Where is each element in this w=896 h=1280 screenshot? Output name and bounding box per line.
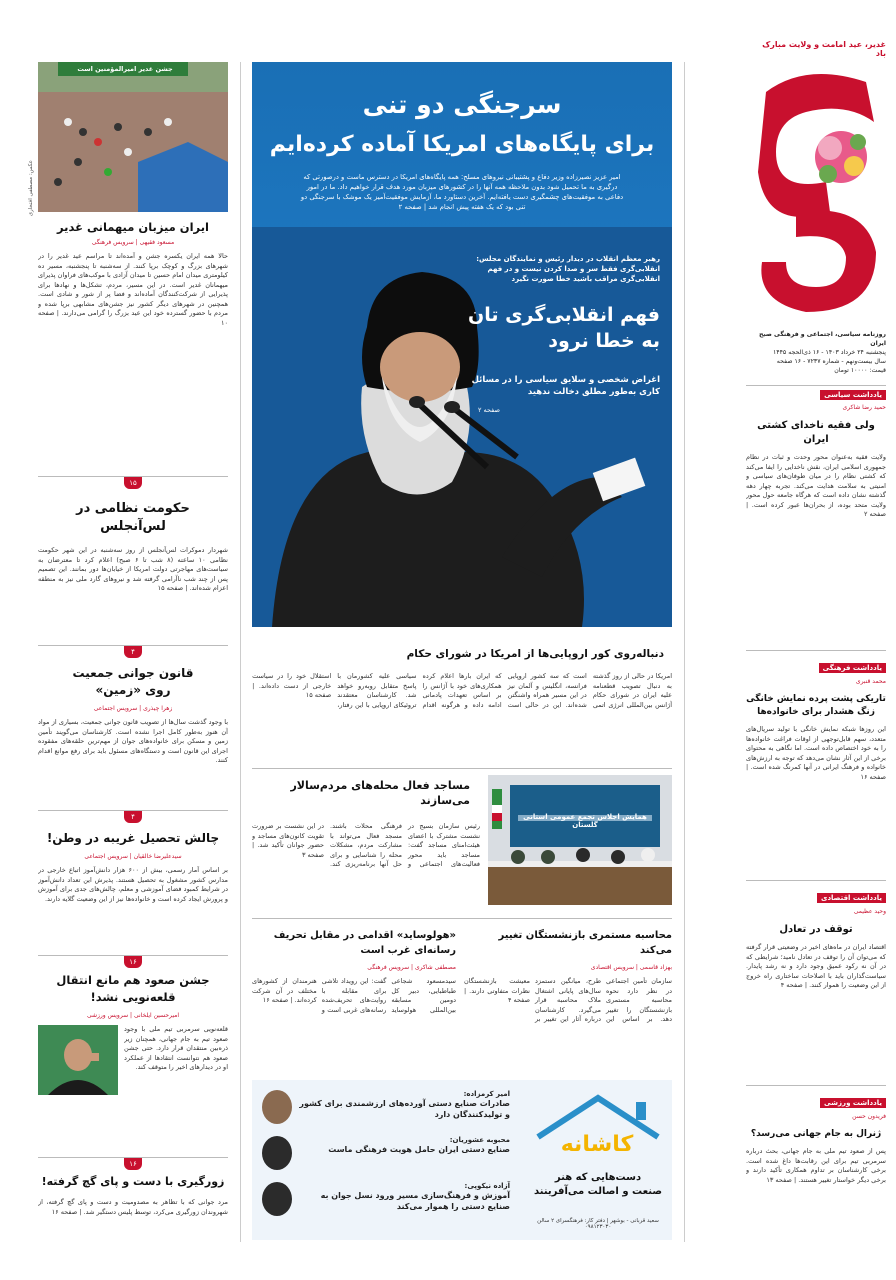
conference-photo [488, 775, 672, 905]
story-author: مسعود فقیهی | سرویس فرهنگی [91, 239, 175, 246]
story-title: «هولوساید» اقدامی در مقابل تحریف رسانه‌ای غرب است [273, 930, 456, 956]
note-cultural [746, 650, 886, 855]
conference-illustration [488, 775, 672, 905]
quote-name: امیر کرمزاده: [463, 1090, 510, 1098]
note-body: اقتصاد ایران در ماه‌های اخیر در وضعیتی قرار گرفته که می‌توان آن را توقف در تعادل نامید؛ شرایطی که در آن نه رکود عمیق وجود دارد و نه رشد پایدار. سیاست‌گذاران باید با اصلاحات ساختاری راه خروج از این وضعیت را هموار کنند. | صفحه ۴ [746, 943, 886, 989]
story-author: زهرا چیذری | سرویس اجتماعی [93, 705, 173, 712]
story-author: امیرحسین ایلخانی | سرویس ورزشی [86, 1012, 180, 1019]
portrait-illustration [252, 227, 672, 627]
crowd-illustration [38, 62, 228, 212]
info-line: قیمت: ۱۰۰۰۰ تومان [834, 367, 886, 374]
quote-text: صنایع دستی ایران حامل هویت فرهنگی ماست [328, 1145, 510, 1154]
note-title: ولی فقیه ناخدای کشتی ایران [757, 420, 875, 445]
story-title: محاسبه مستمری بازنشستگان تغییر می‌کند [498, 930, 672, 956]
story-body: مرد جوانی که با تظاهر به مصدومیت و دست و پای گچ گرفته، از شهروندان زورگیری می‌کرد، توسط پلیس دستگیر شد. | صفحه ۱۶ [38, 1198, 228, 1216]
story-ghadir [38, 220, 228, 462]
story-title: حکومت نظامی در لس‌آنجلس [76, 501, 190, 534]
masthead-info [746, 330, 886, 375]
kashaneh-ad [252, 1080, 672, 1240]
story-education [38, 830, 228, 942]
note-title: توقف در تعادل [779, 924, 853, 935]
ad-footer: سعید قربانی - بوشهر | دفتر کار: فرهنگسرای ۲ سالن ۰۹۸۱۲۳۰۳۰ [537, 1218, 659, 1230]
quote-text: صادرات صنایع دستی آورده‌های ارزشمندی برای کشور و تولیدکنندگان دارد [299, 1099, 510, 1119]
story-title: مساجد فعال محله‌های مردم‌سالار می‌سازند [290, 779, 470, 807]
avatar [262, 1136, 292, 1170]
story-robbery [38, 1174, 228, 1238]
story-title: چالش تحصیل غریبه در وطن! [46, 831, 220, 845]
story-author: سیدعلیرضا خالقیان | سرویس اجتماعی [84, 853, 182, 860]
hero-subhead: اغراض شخصی و سلایق سیاسی را در مسائل کاری به‌طور مطلق دخالت ندهید [471, 375, 660, 397]
story-holocide [252, 928, 456, 1055]
quote-text: آموزش و فرهنگ‌سازی مسیر ورود نسل جوان به صنایع دستی را هموار می‌کند [320, 1191, 510, 1211]
section-label: یادداشت ورزشی [820, 1098, 886, 1108]
note-title: تاریکی پشت پرده نمایش خانگی زنگ هشدار برای خانواده‌ها [746, 694, 886, 717]
story-body: سیدمسعود شجاعی طباطبایی، دبیر کل دومین مسابقه بین‌المللی هولوساید گفت: این رویداد تلاشی برای مقابله با روایت‌های تحریف‌شده رسانه‌های غربی است و هنرمندان از کشورهای مختلف در آن شرکت کرده‌اند. | صفحه ۱۶ [252, 977, 456, 1014]
note-author: محمد قنبری [855, 678, 886, 685]
note-political [746, 385, 886, 621]
note-body: ولایت فقیه به‌عنوان محور وحدت و ثبات در نظام جمهوری اسلامی ایران، نقش ناخدایی را ایفا می‌کند که کشتی نظام را در میان طوفان‌های سیاسی و امنیتی به سلامت هدایت می‌کند. تجربه چهار دهه گذشته نشان داده است که هرگاه جامعه حول محور ولایت متحد بوده، از بحران‌ها عبور کرده است. | صفحه ۲ [746, 453, 886, 518]
masthead-logo [746, 62, 886, 324]
info-line: سال بیست‌ونهم - شماره ۷۲۳۷ - ۱۶ صفحه [776, 358, 886, 365]
ad-brand: کاشانه [560, 1132, 634, 1157]
quote-row [262, 1090, 510, 1134]
hero-title-line2: برای پایگاه‌های امریکا آماده کرده‌ایم [269, 132, 655, 157]
photo-banner: جشن غدیر امیرالمؤمنین است [77, 65, 173, 73]
hero-panel [252, 62, 672, 627]
info-line: روزنامه سیاسی، اجتماعی و فرهنگی صبح ایران [758, 331, 886, 347]
hero-kicker: رهبر معظم انقلاب در دیدار رئیس و نمایندگان مجلس: انقلابی‌گری فقط سر و صدا کردن نیست و در فهم انقلابی‌گری مراقب باشید خطا صورت نگیرد [476, 255, 660, 283]
hero-title-line1: سرجنگی دو تنی [362, 90, 562, 119]
ad-slogan1: دست‌هایی که هنر [554, 1172, 642, 1183]
quote-name: آزاده نیکوپی: [464, 1182, 510, 1190]
ad-quotes [262, 1090, 510, 1230]
avatar [262, 1182, 292, 1216]
page-badge: ۱۶ [124, 1158, 142, 1170]
page-badge: ۴ [124, 646, 142, 658]
ghadir-photo [38, 62, 228, 212]
note-body: پس از صعود تیم ملی به جام جهانی، بحث درباره سرمربی تیم برای این رقابت‌ها داغ شده است. برخی کارشناسان بر تداوم همکاری تأکید دارند و برخی دیگر خواستار تغییر هستند. | صفحه ۱۳ [746, 1147, 886, 1184]
story-troika [252, 648, 672, 750]
story-la [38, 500, 228, 616]
note-economic [746, 880, 886, 1073]
story-body: سازمان تأمین اجتماعی در نظر دارد نحوه محاسبه مستمری بازنشستگان را تغییر دهد. بر اساس این طرح، میانگین دستمزد سال‌های پایانی اشتغال ملاک محاسبه قرار می‌گیرد. کارشناسان درباره آثار این تغییر بر معیشت بازنشستگان نظرات متفاوتی دارند. | صفحه ۴ [464, 977, 672, 1023]
ad-slogan2: صنعت و اصالت می‌آفرینند [533, 1186, 663, 1197]
hero-page-ref: صفحه ۲ [477, 406, 500, 414]
story-author: مصطفی شاکری | سرویس فرهنگی [367, 964, 456, 971]
note-author: فریدون حسن [852, 1113, 886, 1120]
story-body: با وجود گذشت سال‌ها از تصویب قانون جوانی جمعیت، بسیاری از مواد آن هنوز به‌طور کامل اجرا نشده است. کارشناسان می‌گویند تأمین زمین و مسکن برای خانواده‌های جوان از مهم‌ترین حلقه‌های مفقوده اجرای این قانون است و دستگاه‌های مسئول باید برای رفع موانع اقدام کنند. [38, 718, 228, 764]
page-badge: ۱۶ [124, 956, 142, 968]
story-title: قانون جوانی جمعیت روی «زمین» [72, 666, 194, 697]
logo-text [885, 62, 886, 63]
story-title: دنباله‌روی کور اروپایی‌ها از امریکا در شورای حکام [406, 648, 664, 660]
note-body: این روزها شبکه نمایش خانگی با تولید سریال‌های متعدد، سهم قابل‌توجهی از اوقات فراغت خانواده‌ها را به خود اختصاص داده است. اما نگاهی به محتوای برخی از این آثار نشان می‌دهد که توجه به ارزش‌های خانواده و فرهنگ ایرانی در آنها کمرنگ شده است. | صفحه ۱۶ [746, 725, 886, 781]
photo-caption: عکس: مصطفی افتخاری [28, 160, 34, 217]
hero-lead: امیر عزیز نصیرزاده وزیر دفاع و پشتیبانی نیروهای مسلح: همه پایگاه‌های امریکا در دسترس ماست و درصورتی که درگیری به ما تحمیل شود بدون ملاحظه همه آنها را در کشورهای میزبان مورد هدف قرار خواهیم داد. ما در امور دفاعی به موفقیت‌های چشمگیری دست یافته‌ایم. آخرین دستاورد ما، آزمایش موفقیت‌آمیز یک موشک با سرجنگی دو تنی بود که یک هفته پیش انجام شد | صفحه ۲ [300, 173, 624, 211]
story-mosques [252, 778, 480, 914]
story-body: شهردار دموکرات لس‌آنجلس از روز سه‌شنبه در این شهر حکومت نظامی ۱۰ ساعته (۸ شب تا ۶ صبح) اعلام کرد تا معترضان به سیاست‌های مهاجرتی دولت امریکا از خیابان‌ها دور بمانند. این تصمیم پس از چند شب ناآرامی گرفته شد و نیروهای گارد ملی نیز به منطقه اعزام شده‌اند. | صفحه ۱۵ [38, 546, 228, 592]
section-label: یادداشت فرهنگی [819, 663, 886, 673]
section-label: یادداشت سیاسی [820, 390, 886, 400]
story-title: جشن صعود هم مانع انتقال قلعه‌نویی نشد! [56, 973, 210, 1004]
quote-name: محبوبه عشوریان: [449, 1136, 510, 1144]
story-ghalenoei [38, 972, 228, 1135]
note-title: ژنرال به جام جهانی می‌رسد؟ [750, 1129, 882, 1139]
page-badge: ۱۵ [124, 477, 142, 489]
masthead-tagline: غدیر، عید امامت و ولایت مبارک باد [762, 40, 886, 58]
story-body: بر اساس آمار رسمی، بیش از ۶۰۰ هزار دانش‌آموز اتباع خارجی در مدارس کشور مشغول به تحصیل هستند. پذیرش این تعداد دانش‌آموز در شرایط کمبود فضای آموزشی و معلم، چالش‌های جدی برای آموزش و پرورش ایجاد کرده است و خانواده‌ها نیز از این وضعیت گلایه دارند. [38, 866, 228, 903]
logo-graphic [746, 62, 886, 324]
hero-main-headline: فهم انقلابی‌گری تان به خطا نرود [468, 304, 660, 352]
story-population [38, 665, 228, 774]
story-body: امریکا در حالی از روز گذشته به دنبال تصویب قطعنامه علیه ایران در شورای حکام آژانس بین‌المللی انرژی اتمی است که سه کشور اروپایی فرانسه، انگلیس و آلمان نیز در این مسیر همراه واشنگتن شده‌اند. این در حالی است که ایران بارها اعلام کرده همکاری‌های خود با آژانس را بر اساس تعهدات پادمانی ادامه داده و هرگونه اقدام سیاسی علیه کشورمان با پاسخ متقابل روبه‌رو خواهد شد. کارشناسان معتقدند تروئیکای اروپایی با این رفتار، استقلال خود را در سیاست خارجی از دست داده‌اند. | صفحه ۱۵ [252, 672, 672, 709]
avatar [262, 1090, 292, 1124]
story-body: حالا همه ایران یکسره جشن و آمده‌اند تا مراسم عید غدیر را در شهرهای بزرگ و کوچک برپا کنند. از سه‌شنبه تا پنجشنبه، مسیر ده کیلومتری میدان امام حسین تا میدان آزادی با موکب‌های فراوان پذیرای میهمانان غدیر است. در این مسیر، مردم، تشکل‌ها و نهادها برای پذیرایی از شرکت‌کنندگان آماده‌اند و فضا پر از شور و شادی است. همچنین در شهرهای دیگر کشور نیز جشن‌های مشابهی برپا شده و مردم با حضور گسترده خود این عید بزرگ را گرامی می‌دارند. | صفحه ۱۰ [38, 252, 228, 327]
story-pensions [464, 928, 672, 1055]
page-badge: ۴ [124, 811, 142, 823]
story-body: قلعه‌نویی سرمربی تیم ملی با وجود صعود تیم به جام جهانی، همچنان زیر ذره‌بین منتقدان قرار دارد. حتی جشن صعود هم نتوانست انتقادها از عملکرد او در دیدارهای اخیر را متوقف کند. [124, 1025, 228, 1071]
quote-row [262, 1136, 510, 1180]
quote-row [262, 1182, 510, 1230]
story-body: رئیس سازمان بسیج در نشست مشترک با اعضای هیئت‌امنای مساجد گفت: مساجد باید محور فعالیت‌های اجتماعی و فرهنگی محلات باشند. مسجد فعال می‌تواند با مشارکت مردم، مشکلات محله را شناسایی و برای حل آنها برنامه‌ریزی کند. در این نشست بر ضرورت تقویت کانون‌های مساجد و حضور جوانان تأکید شد. | صفحه ۳ [252, 822, 480, 868]
story-author: بهزاد قاسمی | سرویس اقتصادی [590, 964, 672, 971]
note-author: حمید رضا شاکری [842, 404, 886, 411]
section-label: یادداشت اقتصادی [817, 893, 886, 903]
photo-banner-text: همایش اجلاس تجمع عمومی استانی گلستان [523, 813, 647, 829]
coach-illustration [38, 1025, 118, 1095]
story-title: زورگیری با دست و پای گچ گرفته! [41, 1175, 225, 1188]
coach-photo [38, 1025, 118, 1095]
info-line: پنجشنبه ۲۴ خرداد ۱۴۰۳ - ۱۶ ذی‌الحجه ۱۴۴۵ [772, 349, 886, 356]
note-sports [746, 1085, 886, 1243]
note-author: وحید عظیمی [853, 908, 886, 915]
story-title: ایران میزبان میهمانی غدیر [57, 220, 209, 234]
